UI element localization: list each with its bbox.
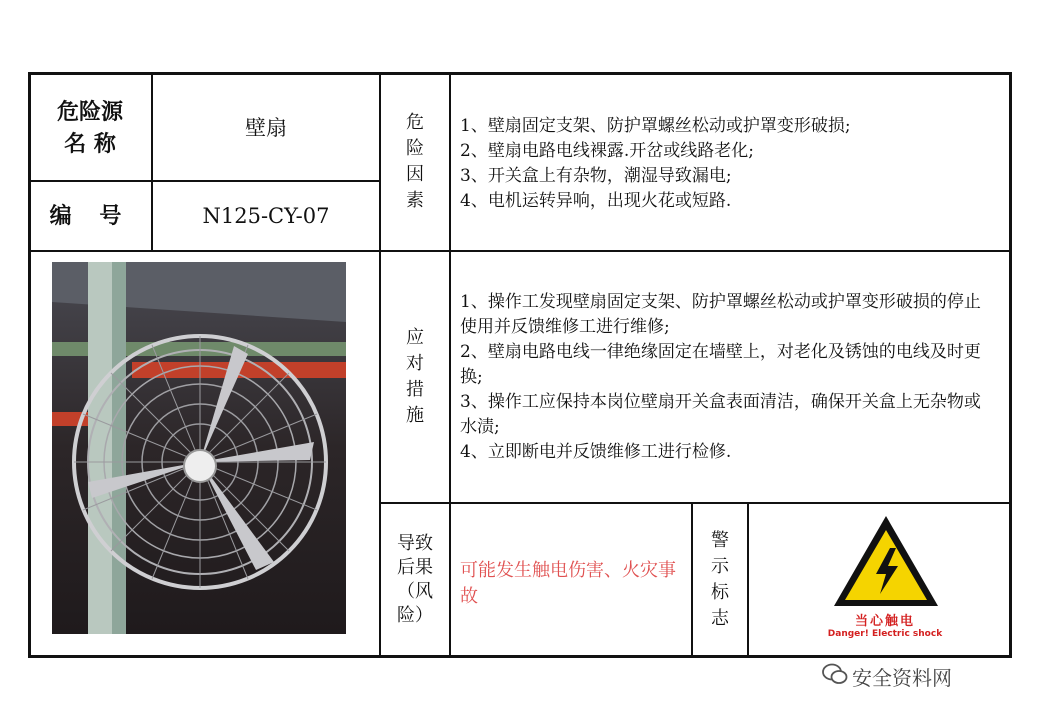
list-item: 2、壁扇电路电线裸露.开岔或线路老化;: [460, 141, 754, 161]
consequence-value: 可能发生触电伤害、火灾事故: [460, 560, 676, 607]
sign-caption-cn: 当心触电: [854, 614, 915, 629]
electric-shock-warning-icon: [830, 512, 942, 610]
sign-caption-en: Danger! Electric shock: [827, 629, 943, 639]
grid-line: [747, 502, 749, 656]
grid-line: [30, 250, 1010, 252]
factors-list: [460, 114, 1000, 214]
measures-label: 应对措施: [406, 327, 424, 426]
hazard-name-value: 壁扇: [245, 116, 287, 140]
list-item: 4、立即断电并反馈维修工进行检修.: [460, 442, 732, 462]
factors-label: 危险因素: [406, 112, 424, 211]
list-item: 3、开关盒上有杂物，潮湿导致漏电;: [460, 166, 732, 186]
measures-list: [460, 290, 990, 465]
list-item: 3、操作工应保持本岗位壁扇开关盒表面清洁，确保开关盒上无杂物或水渍;: [460, 392, 981, 437]
list-item: 1、操作工发现壁扇固定支架、防护罩螺丝松动或护罩变形破损的停止使用并反馈维修工进行维修;: [460, 292, 981, 337]
list-item: 1、壁扇固定支架、防护罩螺丝松动或护罩变形破损;: [460, 116, 851, 136]
wall-fan-photo: [52, 262, 346, 634]
id-value: N125-CY-07: [202, 204, 330, 228]
grid-line: [449, 74, 451, 656]
warning-label: 警示标志: [711, 530, 729, 629]
id-label: 编 号: [49, 203, 132, 229]
watermark: 安全资料网: [852, 666, 952, 690]
wechat-icon: [822, 662, 848, 686]
list-item: 2、壁扇电路电线一律绝缘固定在墙壁上，对老化及锈蚀的电线及时更换;: [460, 342, 981, 387]
consequence-label: 导致后果（风险）: [397, 533, 433, 626]
hazard-name-label: 危险源名 称: [56, 99, 123, 157]
sign-caption: [820, 610, 950, 639]
list-item: 4、电机运转异响，出现火花或短路.: [460, 191, 732, 211]
